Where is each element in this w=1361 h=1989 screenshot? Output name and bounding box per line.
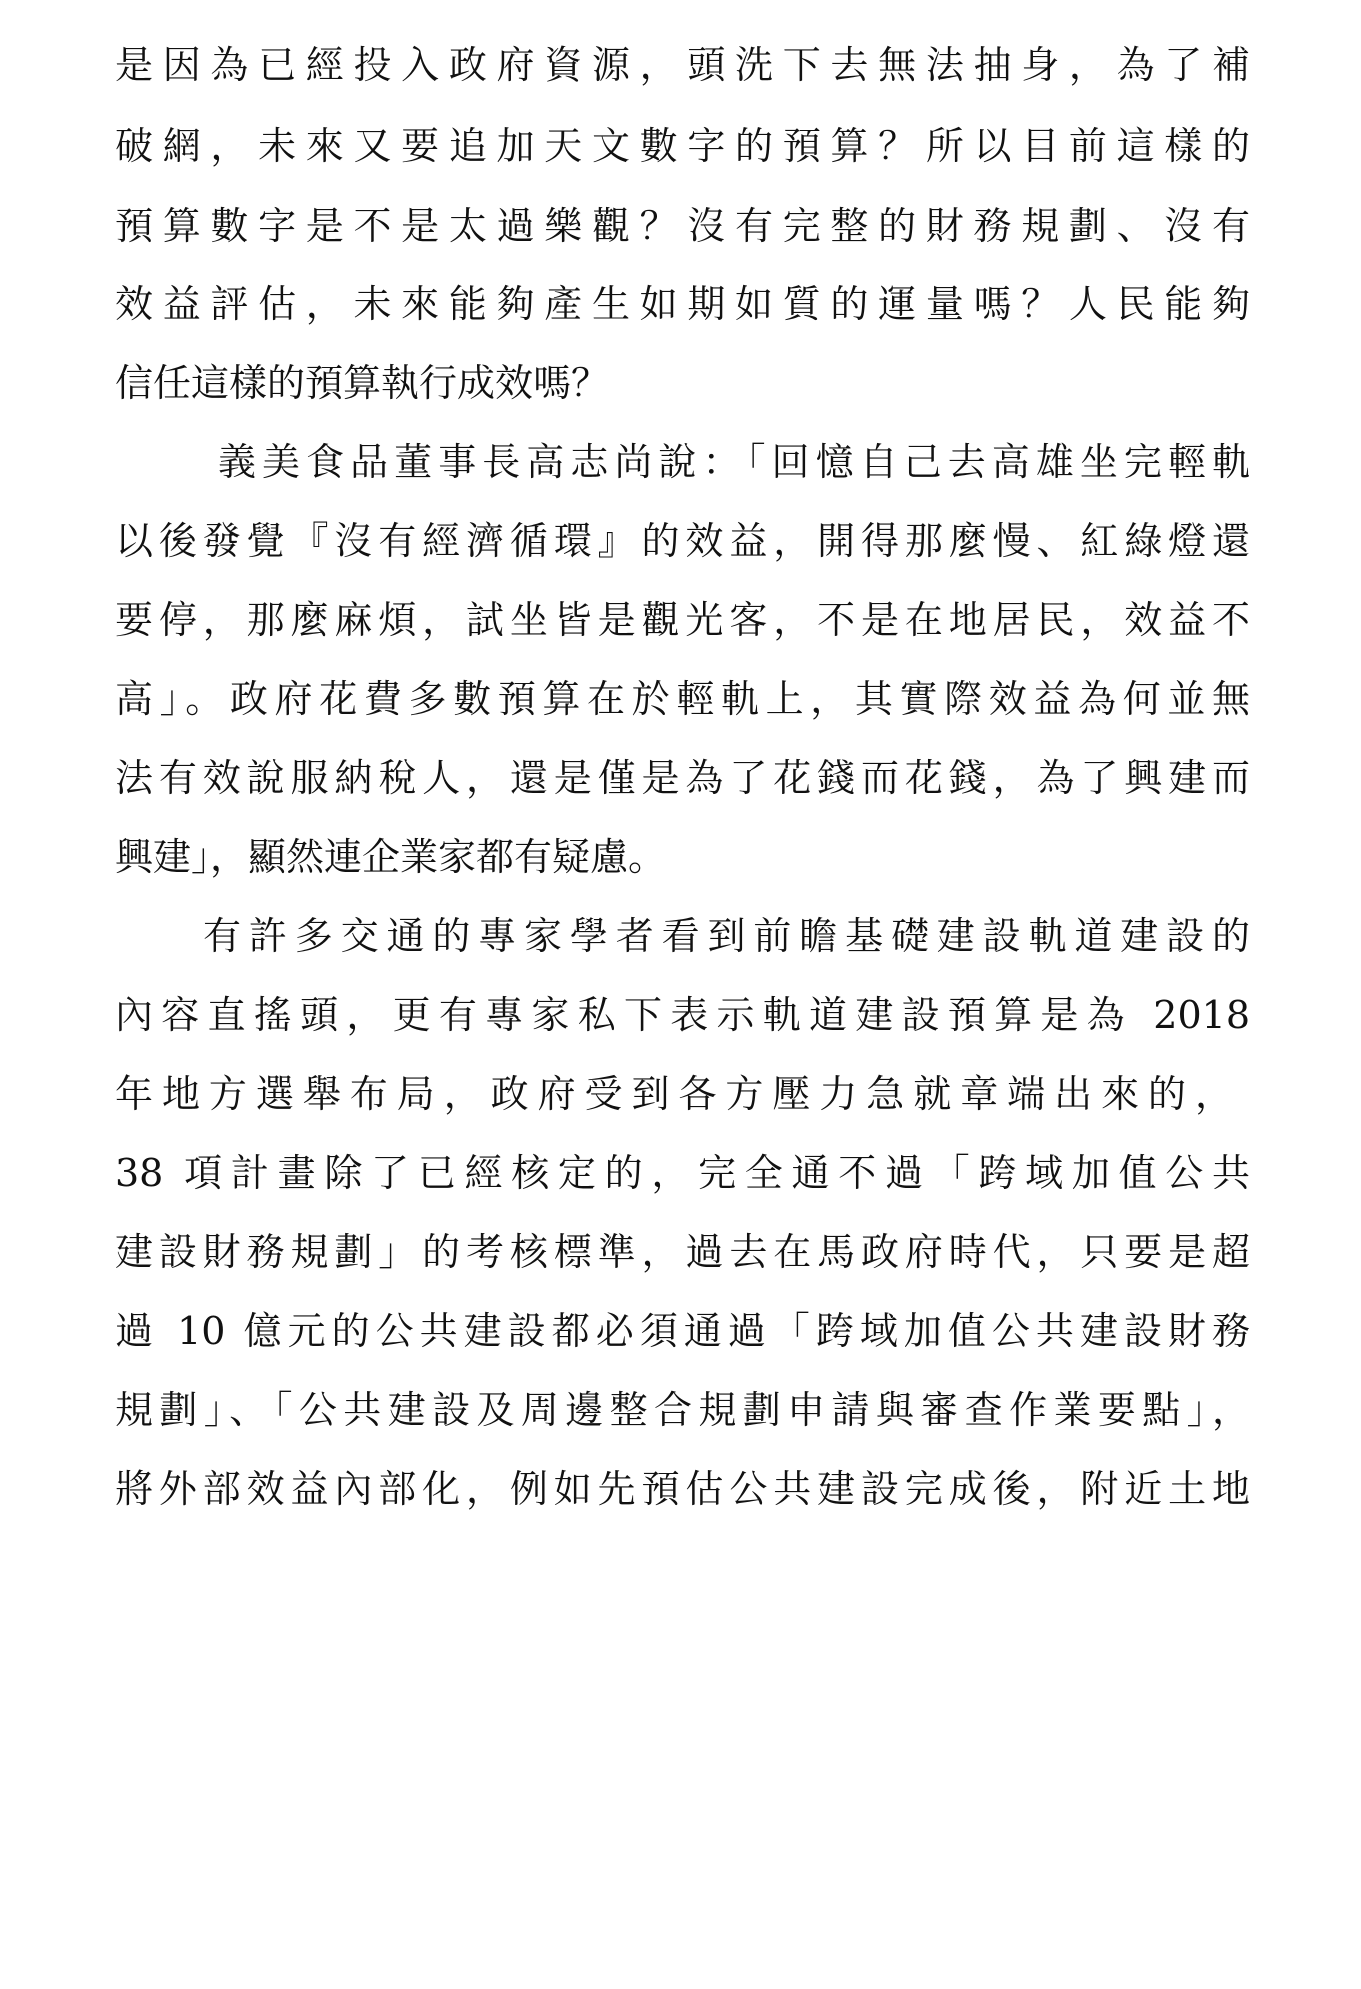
- text-line: 內容直搖頭，更有專家私下表示軌道建設預算是為 2018: [115, 993, 1250, 1037]
- text-line: 38 項計畫除了已經核定的，完全通不過「跨域加值公共: [115, 1151, 1250, 1195]
- text-line: 效益評估，未來能夠產生如期如質的運量嗎？人民能夠: [115, 282, 1250, 326]
- text-line: 信任這樣的預算執行成效嗎？: [115, 361, 610, 405]
- text-line: 法有效說服納稅人，還是僅是為了花錢而花錢，為了興建而: [115, 756, 1250, 800]
- text-line: 過 10 億元的公共建設都必須通過「跨域加值公共建設財務: [115, 1309, 1250, 1353]
- text-line: 將外部效益內部化，例如先預估公共建設完成後，附近土地: [115, 1467, 1250, 1511]
- text-line: 是因為已經投入政府資源，頭洗下去無法抽身，為了補: [115, 43, 1250, 87]
- text-line: 高」。政府花費多數預算在於輕軌上，其實際效益為何並無: [115, 677, 1250, 721]
- text-line: 破網，未來又要追加天文數字的預算？所以目前這樣的: [115, 124, 1250, 168]
- text-line: 規劃」、「公共建設及周邊整合規劃申請與審查作業要點」，: [115, 1388, 1250, 1432]
- paragraph-start-line: 義美食品董事長高志尚說：「回憶自己去高雄坐完輕軌: [218, 440, 1250, 484]
- text-line: 年地方選舉布局，政府受到各方壓力急就章端出來的，: [115, 1072, 1233, 1116]
- text-line: 建設財務規劃」的考核標準，過去在馬政府時代，只要是超: [115, 1230, 1250, 1274]
- paragraph-start-line: 有許多交通的專家學者看到前瞻基礎建設軌道建設的: [203, 914, 1250, 958]
- text-line: 預算數字是不是太過樂觀？沒有完整的財務規劃、沒有: [115, 204, 1250, 248]
- text-line: 要停，那麼麻煩，試坐皆是觀光客，不是在地居民，效益不: [115, 598, 1250, 642]
- text-line: 以後發覺『沒有經濟循環』的效益，開得那麼慢、紅綠燈還: [115, 519, 1250, 563]
- text-line: 興建」，顯然連企業家都有疑慮。: [115, 835, 667, 879]
